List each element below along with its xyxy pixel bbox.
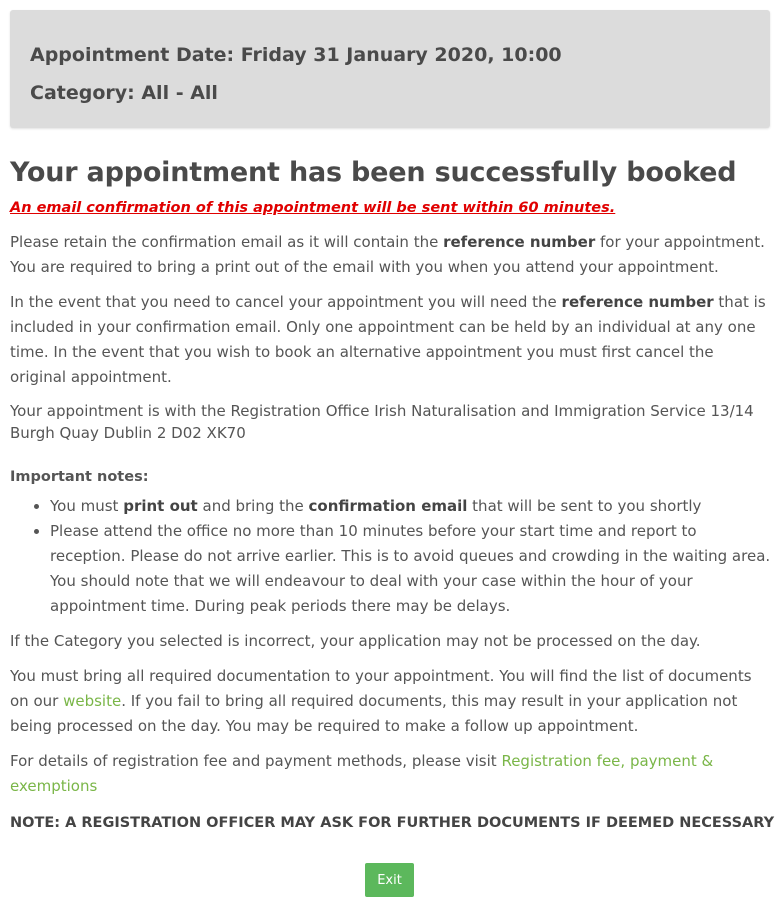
email-confirmation-warning: An email confirmation of this appointment will be sent within 60 minutes.: [10, 200, 616, 216]
confirmation-email-emphasis: confirmation email: [308, 497, 468, 515]
documents-paragraph: [10, 664, 772, 739]
retain-text-1: Please retain the confirmation email as it will contain the: [10, 233, 444, 251]
page-title: Your appointment has been successfully booked: [10, 157, 737, 188]
retain-text-2: for your appointment. You are required to bring a print out of the email with you when you attend your appointment.: [10, 233, 765, 276]
confirmation-content: [10, 150, 775, 834]
website-link[interactable]: website: [63, 692, 122, 710]
appointment-date: Appointment Date: Friday 31 January 2020, 10:00: [30, 44, 562, 66]
list-item: • Please attend the office no more than 10 minutes before your start time and report to reception. Please do not arrive earlier. This is to avoid queues and crowding in the waiting area. You should note that we will endeavour to deal with your case within the hour of your appointment time. During peak periods there may be delays.: [50, 519, 772, 619]
cancel-paragraph: [10, 290, 772, 390]
important-notes-list: [10, 494, 772, 619]
reference-number-emphasis-2: reference number: [561, 293, 714, 311]
exit-button[interactable]: Exit: [365, 863, 414, 897]
note1-text-2: and bring the: [197, 497, 309, 515]
note1-text-3: that will be sent to you shortly: [467, 497, 702, 515]
cancel-text-2: that is included in your confirmation email. Only one appointment can be held by an individual at any one time. In the event that you wish to book an alternative appointment you must first cancel the original appointment.: [10, 293, 766, 386]
list-item: [50, 494, 772, 519]
documents-text-2: . If you fail to bring all required documents, this may result in your application not being processed on the day. You may be required to make a follow up appointment.: [10, 692, 738, 735]
appointment-summary-panel: [10, 10, 770, 128]
fee-text: For details of registration fee and payment methods, please visit: [10, 752, 502, 770]
officer-note: NOTE: A REGISTRATION OFFICER MAY ASK FOR FURTHER DOCUMENTS IF DEEMED NECESSARY: [10, 815, 775, 831]
note1-text-1: You must: [50, 497, 124, 515]
appointment-location: Your appointment is with the Registration Office Irish Naturalisation and Immigration Service 13/14 Burgh Quay Dublin 2 D02 XK70: [10, 402, 754, 442]
appointment-category: Category: All - All: [30, 82, 218, 104]
documents-text-1: You must bring all required documentation to your appointment. You will find the list of documents on our: [10, 667, 752, 710]
fee-paragraph: [10, 749, 772, 799]
reference-number-emphasis: reference number: [443, 233, 596, 251]
retain-email-paragraph: [10, 230, 772, 280]
registration-fee-link[interactable]: Registration fee, payment & exemptions: [10, 752, 714, 795]
cancel-text-1: In the event that you need to cancel your appointment you will need the: [10, 293, 562, 311]
important-notes-heading: Important notes:: [10, 469, 149, 485]
print-out-emphasis: print out: [123, 497, 198, 515]
category-warning: If the Category you selected is incorrect, your application may not be processed on the day.: [10, 632, 701, 650]
